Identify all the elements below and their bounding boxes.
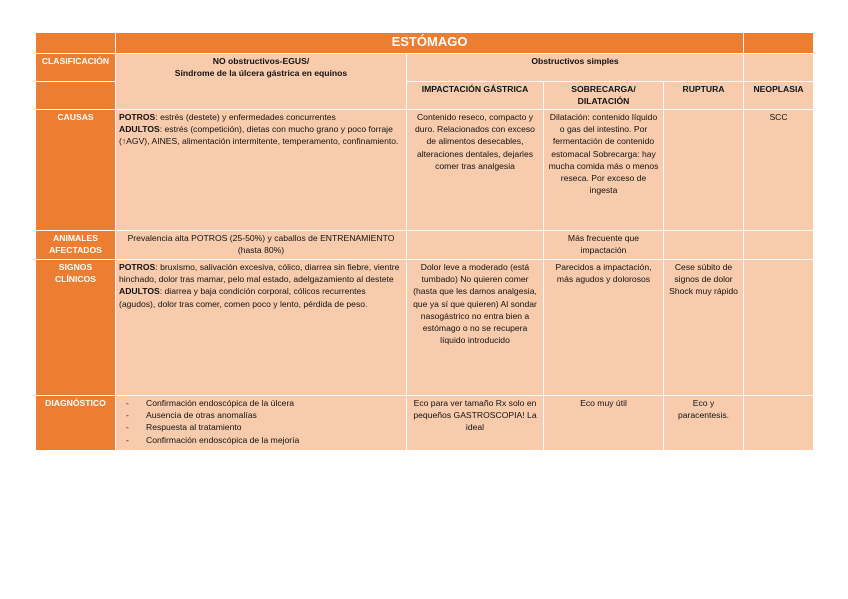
obstructivos-header: Obstructivos simples bbox=[407, 54, 744, 82]
clasificacion-label: CLASIFICACIÓN bbox=[36, 54, 116, 82]
causas-potros bbox=[119, 111, 403, 123]
no-obstructivos-line2: Síndrome de la úlcera gástrica en equinos bbox=[174, 68, 348, 79]
causas-adultos-label: ADULTOS bbox=[119, 124, 160, 135]
header-blank-label bbox=[36, 82, 116, 110]
causas-ruptura bbox=[664, 110, 744, 231]
signos-potros-text: : bruxismo, salivación excesiva, cólico, diarrea sin fiebre, vientre hinchado, dolor tras mamar, pelo mal estado, adelgazamiento al destete bbox=[119, 262, 400, 285]
signos-adultos-text: : diarrea y baja condición corporal, cólicos recurrentes (agudos), dolor tras comer, comen poco y lento, pérdida de peso. bbox=[119, 286, 368, 309]
signos-impactacion: Dolor leve a moderado (está tumbado) No quieren comer (hasta que les damos analgesia, que ya sí que quieren) Al sondar nasogástrico no entra bien a estómago o no se recupera líquido introducido bbox=[407, 260, 544, 396]
list-item: - Ausencia de otras anomalías bbox=[124, 409, 403, 421]
animales-neoplasia bbox=[744, 231, 814, 260]
animales-impactacion bbox=[407, 231, 544, 260]
list-item: - Confirmación endoscópica de la mejoría bbox=[124, 434, 403, 446]
diagnostico-egus bbox=[116, 396, 407, 451]
diagnostico-row bbox=[36, 396, 814, 451]
title-row bbox=[36, 33, 814, 54]
sobrecarga-header bbox=[544, 82, 664, 110]
neoplasia-header: NEOPLASIA bbox=[744, 82, 814, 110]
signos-neoplasia bbox=[744, 260, 814, 396]
title-right-corner bbox=[744, 33, 814, 54]
animales-sobrecarga: Más frecuente que impactación bbox=[544, 231, 664, 260]
animales-ruptura bbox=[664, 231, 744, 260]
signos-ruptura: Cese súbito de signos de dolor Shock muy rápido bbox=[664, 260, 744, 396]
causas-egus bbox=[116, 110, 407, 231]
ruptura-header: RUPTURA bbox=[664, 82, 744, 110]
impactacion-header: IMPACTACIÓN GÁSTRICA bbox=[407, 82, 544, 110]
signos-row bbox=[36, 260, 814, 396]
table-title: ESTÓMAGO bbox=[116, 33, 744, 54]
signos-potros-label: POTROS bbox=[119, 262, 156, 272]
list-item: - Respuesta al tratamiento bbox=[124, 421, 403, 433]
signos-adultos bbox=[119, 285, 403, 309]
diagnostico-ruptura: Eco y paracentesis. bbox=[664, 396, 744, 451]
header-row-1 bbox=[36, 54, 814, 82]
animales-label: ANIMALES AFECTADOS bbox=[36, 231, 116, 260]
sobrecarga-line2: DILATACIÓN bbox=[577, 96, 630, 107]
diagnostico-impactacion: Eco para ver tamaño Rx solo en pequeños GASTROSCOPIA! La ideal bbox=[407, 396, 544, 451]
title-corner bbox=[36, 33, 116, 54]
diagnostico-label: DIAGNÓSTICO bbox=[36, 396, 116, 451]
diagnostico-neoplasia bbox=[744, 396, 814, 451]
causas-adultos bbox=[119, 123, 403, 147]
causas-row bbox=[36, 110, 814, 231]
causas-label: CAUSAS bbox=[36, 110, 116, 231]
diagnostico-sobrecarga: Eco muy útil bbox=[544, 396, 664, 451]
no-obstructivos-header bbox=[116, 54, 407, 110]
sobrecarga-line1: SOBRECARGA/ bbox=[571, 84, 636, 94]
signos-adultos-label: ADULTOS bbox=[119, 286, 160, 297]
list-item: - Confirmación endoscópica de la úlcera bbox=[124, 397, 403, 409]
animales-egus: Prevalencia alta POTROS (25-50%) y caballos de ENTRENAMIENTO (hasta 80%) bbox=[116, 231, 407, 260]
signos-egus bbox=[116, 260, 407, 396]
signos-label: SIGNOS CLÍNICOS bbox=[36, 260, 116, 396]
no-obstructivos-line1: NO obstructivos-EGUS/ bbox=[212, 56, 310, 66]
causas-sobrecarga: Dilatación: contenido líquido o gas del intestino. Por fermentación de contenido estomacal Sobrecarga: hay mucha comida más o menos reseca. Por exceso de ingesta bbox=[544, 110, 664, 231]
header-blank-right bbox=[744, 54, 814, 82]
diagnostico-list bbox=[119, 397, 403, 446]
causas-adultos-text: : estrés (competición), dietas con mucho grano y poco forraje (↑AGV), AINES, alimentación intermitente, temperamento, confinamiento. bbox=[119, 124, 399, 147]
signos-sobrecarga: Parecidos a impactación, más agudos y dolorosos bbox=[544, 260, 664, 396]
animales-row bbox=[36, 231, 814, 260]
signos-potros bbox=[119, 261, 403, 285]
causas-impactacion: Contenido reseco, compacto y duro. Relacionados con exceso de alimentos desecables, alteraciones dentales, dejarles comer tras analgesia bbox=[407, 110, 544, 231]
estomago-table bbox=[35, 32, 814, 451]
causas-neoplasia: SCC bbox=[744, 110, 814, 231]
causas-potros-text: : estrés (destete) y enfermedades concurrentes bbox=[155, 112, 336, 122]
causas-potros-label: POTROS bbox=[119, 112, 156, 122]
